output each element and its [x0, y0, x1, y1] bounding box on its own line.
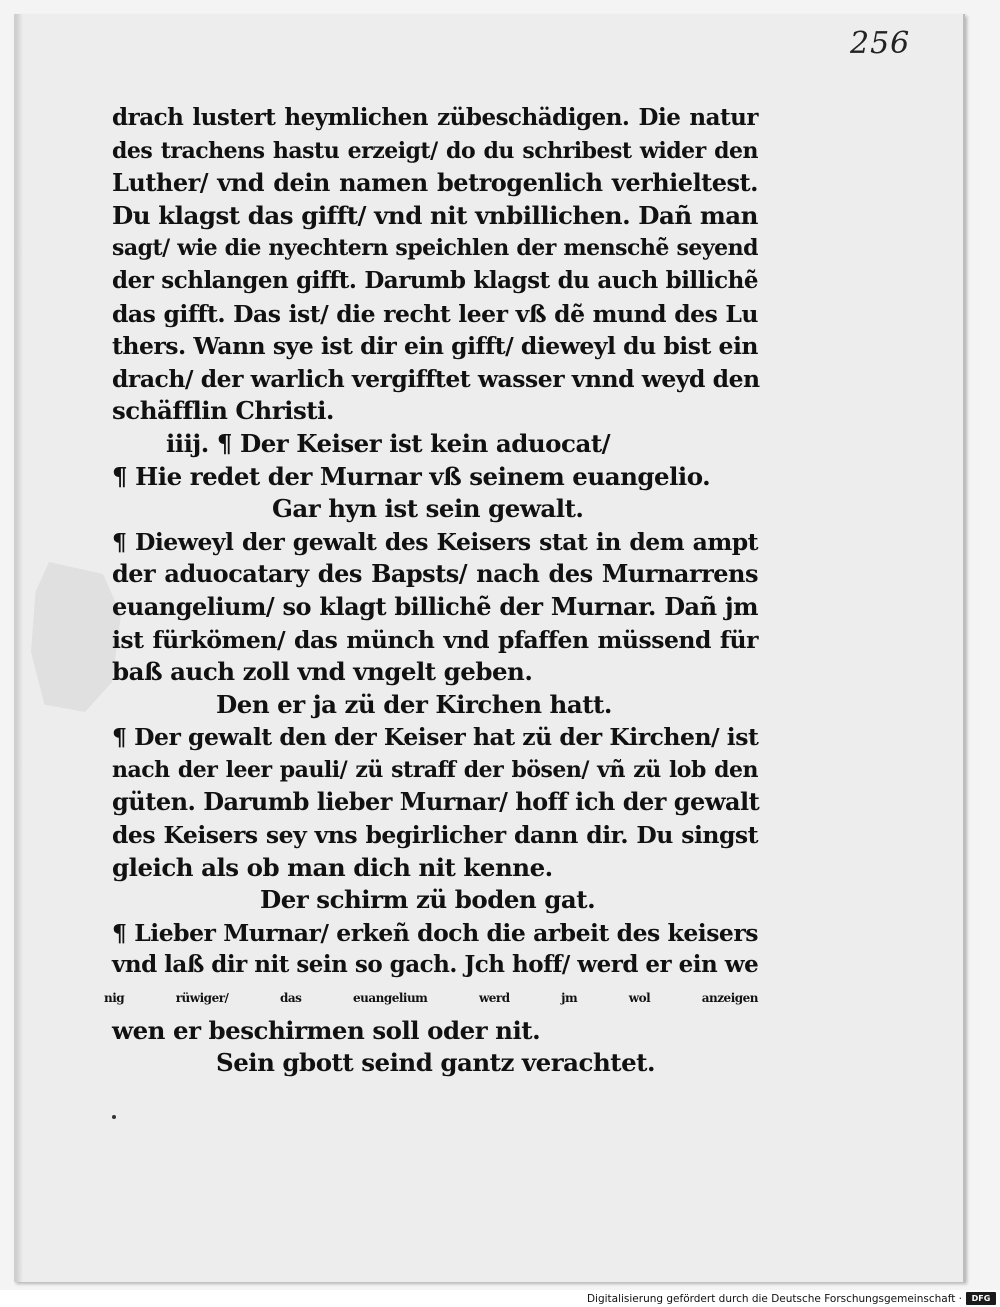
text-line: ist fürkömen/ das münch vnd pfaffen müssend für [112, 625, 758, 654]
dfg-logo-icon: DFG [966, 1292, 996, 1305]
footer-bar [0, 1290, 1000, 1307]
text-line: baß auch zoll vnd vngelt geben. [112, 657, 533, 687]
ink-speck [112, 1115, 116, 1119]
verse-line: Den er ja zü der Kirchen hatt. [216, 689, 612, 719]
text-line: ¶ Dieweyl der gewalt des Keisers stat in dem ampt [112, 527, 758, 556]
verse-line: Gar hyn ist sein gewalt. [272, 494, 584, 524]
text-block [104, 102, 760, 1080]
section-heading: iiij. ¶ Der Keiser ist kein aduocat/ [166, 428, 611, 458]
text-line: Luther/ vnd dein namen betrogenlich verhieltest. [112, 168, 758, 198]
text-line: des trachens hastu erzeigt/ do du schribest wider den [112, 137, 758, 164]
text-line: der schlangen gifft. Darumb klagst du auch billichẽ [112, 266, 758, 294]
text-line: drach lustert heymlichen zübeschädigen. Die natur [112, 104, 758, 131]
text-line: der aduocatary des Bapsts/ nach des Murnarrens [112, 559, 758, 589]
text-line: drach/ der warlich vergifftet wasser vnnd weyd den [112, 364, 760, 393]
text-line: sagt/ wie die nyechtern speichlen der menschẽ seyend [112, 235, 758, 262]
verse-line: Der schirm zü boden gat. [260, 885, 596, 915]
footer-credit: Digitalisierung gefördert durch die Deutsche Forschungsgemeinschaft · [586, 1293, 962, 1305]
text-line: ¶ Hie redet der Murnar vß seinem euangelio. [112, 461, 711, 491]
text-line: güten. Darumb lieber Murnar/ hoff ich der gewalt [112, 787, 760, 817]
text-line: schäfflin Christi. [112, 396, 334, 426]
text-line: nig rüwiger/ das euangelium werd jm wol anzeigen [104, 991, 758, 1006]
text-line: euangelium/ so klagt billichẽ der Murnar. Dañ jm [112, 591, 758, 621]
text-line: wen er beschirmen soll oder nit. [112, 1015, 541, 1045]
text-line: gleich als ob man dich nit kenne. [112, 852, 553, 882]
text-line: thers. Wann sye ist dir ein gifft/ dieweyl du bist ein [112, 332, 758, 361]
text-line: ¶ Der gewalt den der Keiser hat zü der Kirchen/ ist [112, 723, 759, 752]
verse-line: Sein gbott seind gantz verachtet. [216, 1048, 656, 1078]
folio-number: 256 [850, 26, 911, 61]
text-line: ¶ Lieber Murnar/ erkeñ doch die arbeit des keisers [112, 918, 758, 947]
paper-stain [31, 562, 121, 712]
text-line: vnd laß dir nit sein so gach. Jch hoff/ werd er ein we [112, 951, 759, 979]
text-line: nach der leer pauli/ zü straff der bösen/ vñ zü lob den [112, 756, 758, 783]
text-line: Du klagst das gifft/ vnd nit vnbillichen. Dañ man [112, 200, 758, 230]
page-edge [17, 14, 23, 1282]
text-line: das gifft. Das ist/ die recht leer vß dẽ mund des Lu [112, 299, 758, 328]
text-line: des Keisers sey vns begirlicher dann dir. Du singst [112, 821, 758, 850]
